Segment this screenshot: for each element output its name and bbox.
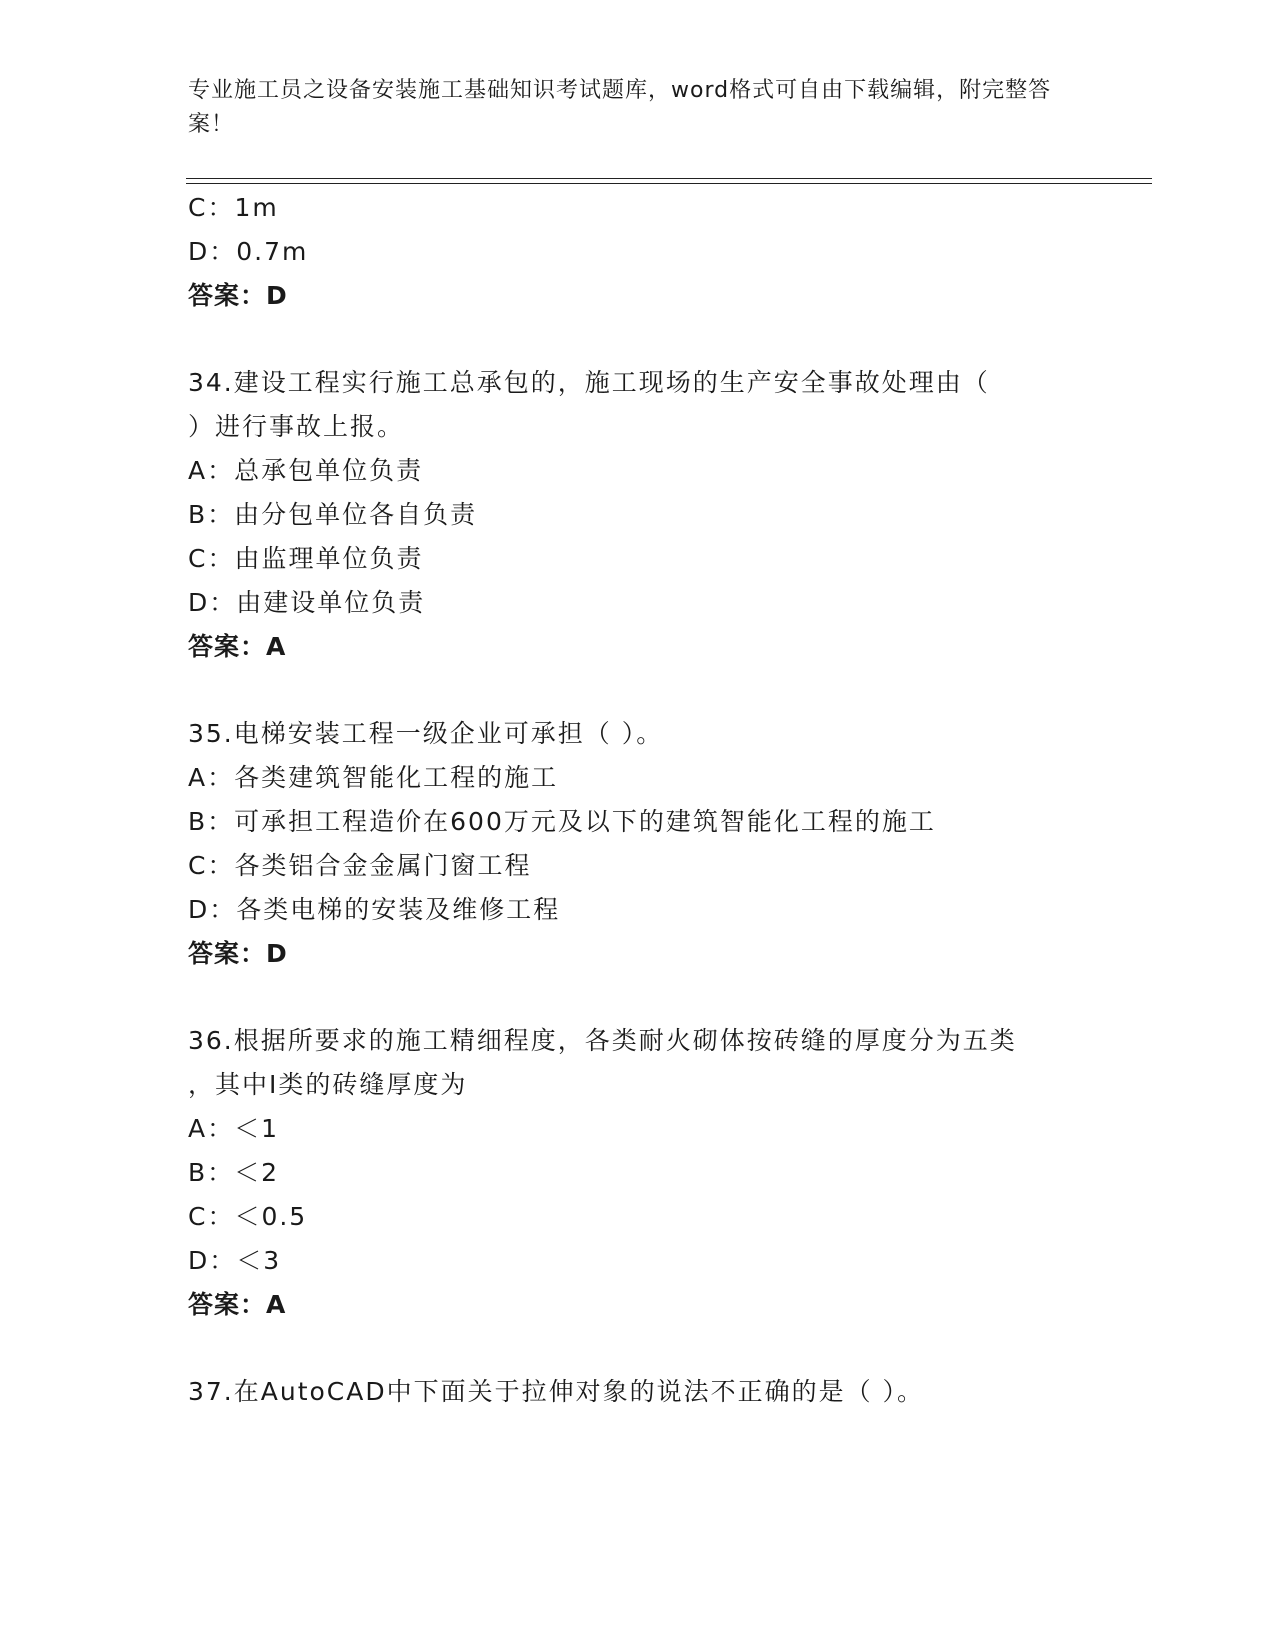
page-header: 专业施工员之设备安装施工基础知识考试题库，word格式可自由下载编辑，附完整答案！ (188, 78, 1052, 137)
option-line: A：总承包单位负责 (188, 456, 424, 485)
header-divider-bottom (186, 183, 1152, 184)
option-line: B：可承担工程造价在600万元及以下的建筑智能化工程的施工 (188, 807, 936, 836)
option-line: C：各类铝合金金属门窗工程 (188, 851, 532, 880)
question-text: 34.建设工程实行施工总承包的，施工现场的生产安全事故处理由（ (188, 368, 990, 397)
answer-line: 答案：D (188, 939, 288, 968)
question-text: ，其中Ⅰ类的砖缝厚度为 (188, 1070, 468, 1099)
question-text: 35.电梯安装工程一级企业可承担（ ）。 (188, 719, 664, 748)
option-line: C：由监理单位负责 (188, 544, 424, 573)
question-text: 37.在AutoCAD中下面关于拉伸对象的说法不正确的是（ ）。 (188, 1377, 925, 1406)
option-line: D：由建设单位负责 (188, 588, 426, 617)
option-line: D：各类电梯的安装及维修工程 (188, 895, 561, 924)
option-line: B：由分包单位各自负责 (188, 500, 478, 529)
answer-line: 答案：A (188, 632, 287, 661)
option-line: B：＜2 (188, 1158, 280, 1187)
option-line: A：各类建筑智能化工程的施工 (188, 763, 559, 792)
answer-line: 答案：A (188, 1290, 287, 1319)
question-text: 36.根据所要求的施工精细程度，各类耐火砌体按砖缝的厚度分为五类 (188, 1026, 1017, 1055)
option-line: C：＜0.5 (188, 1202, 308, 1231)
header-divider-top (186, 178, 1152, 179)
option-line: C：1m (188, 193, 279, 222)
answer-line: 答案：D (188, 281, 288, 310)
option-line: A：＜1 (188, 1114, 280, 1143)
option-line: D：＜3 (188, 1246, 282, 1275)
question-text: ）进行事故上报。 (188, 412, 405, 441)
option-line: D：0.7m (188, 237, 309, 266)
